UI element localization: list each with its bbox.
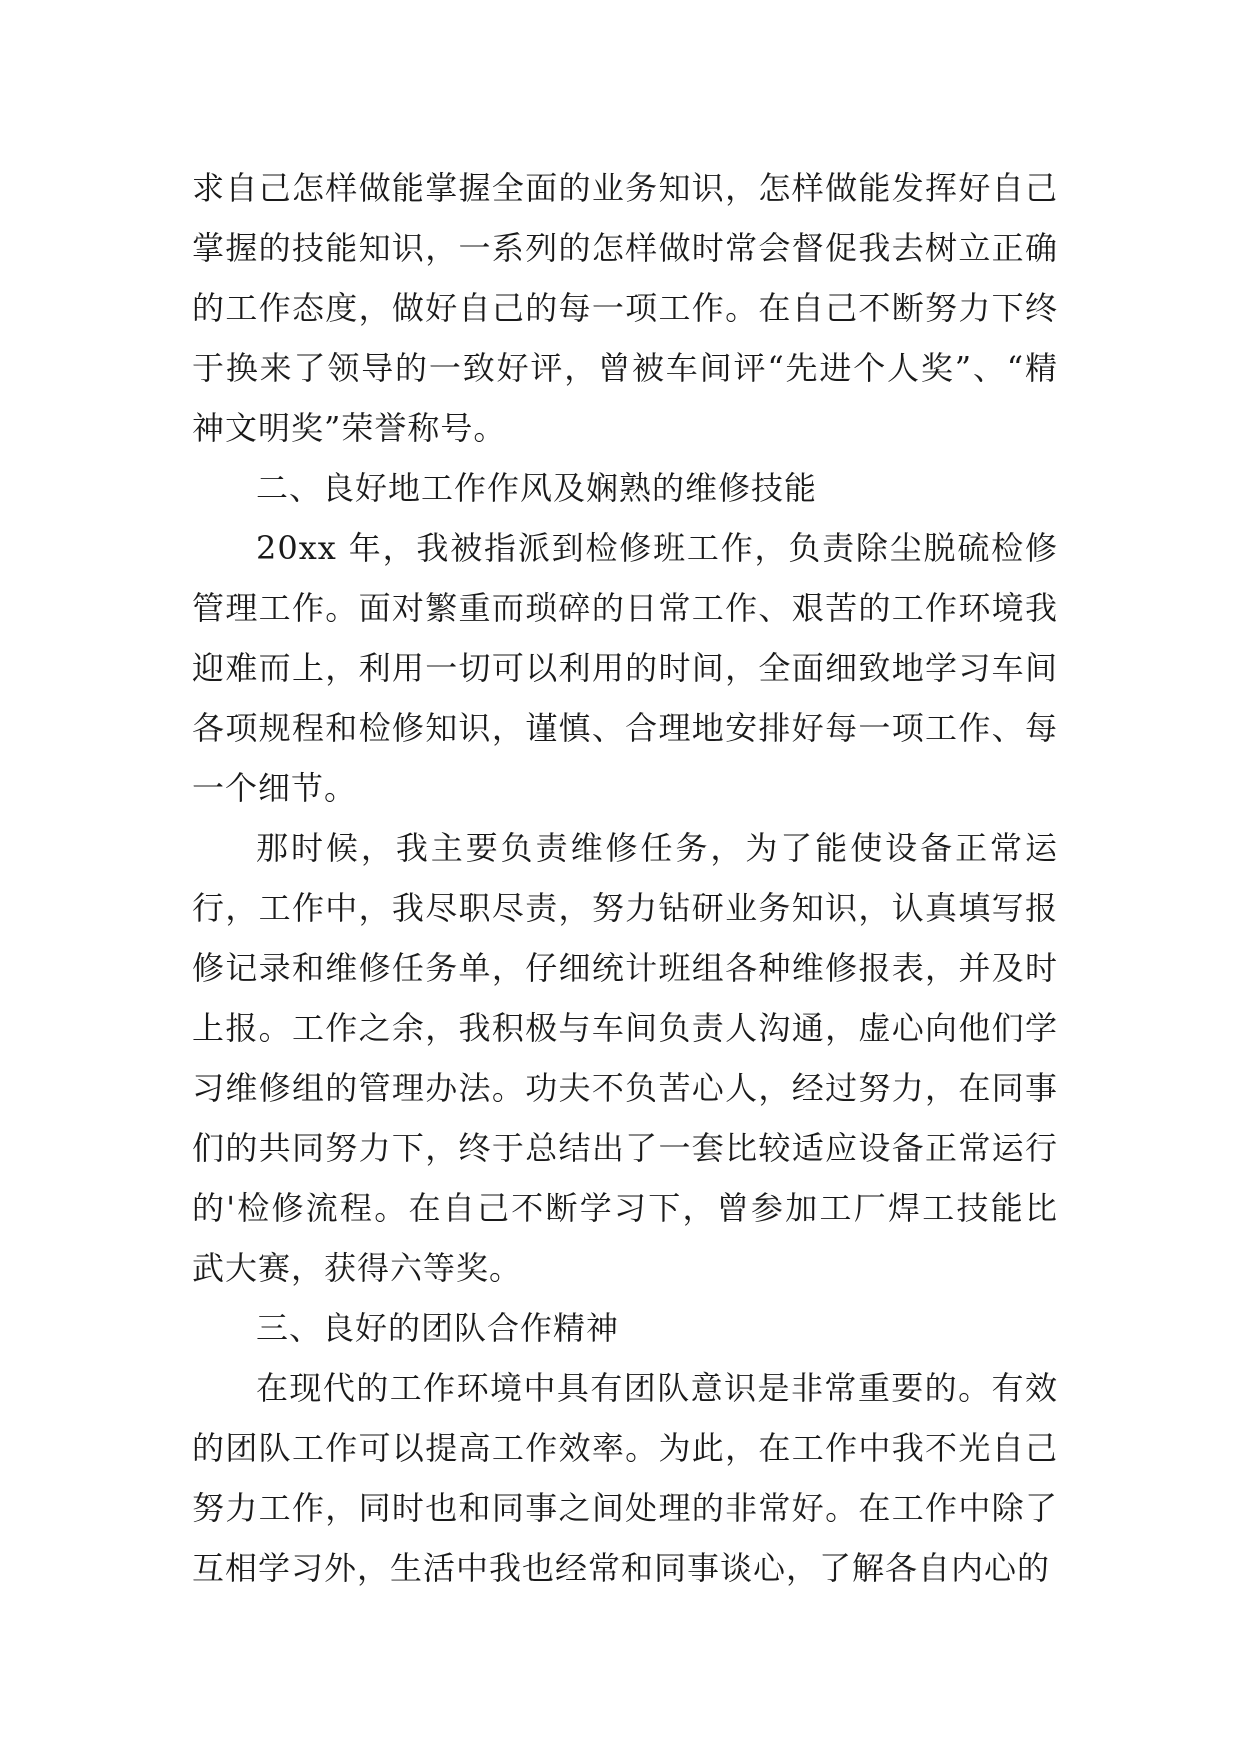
- paragraph: 20xx 年，我被指派到检修班工作，负责除尘脱硫检修管理工作。面对繁重而琐碎的日常工作、艰苦的工作环境我迎难而上，利用一切可以利用的时间，全面细致地学习车间各项规程和检修知识，谨慎、合理地安排好每一项工作、每一个细节。: [192, 529, 1058, 807]
- section-heading-3: 三、良好的团队合作精神: [256, 1309, 620, 1347]
- paragraph: 在现代的工作环境中具有团队意识是非常重要的。有效的团队工作可以提高工作效率。为此，在工作中我不光自己努力工作，同时也和同事之间处理的非常好。在工作中除了互相学习外，生活中我也经常和同事谈心，了解各自内心的: [192, 1369, 1058, 1587]
- document-body: [192, 158, 1058, 1598]
- section-heading-2: 二、良好地工作作风及娴熟的维修技能: [256, 469, 818, 507]
- paragraph: 那时候，我主要负责维修任务，为了能使设备正常运行，工作中，我尽职尽责，努力钻研业务知识，认真填写报修记录和维修任务单，仔细统计班组各种维修报表，并及时上报。工作之余，我积极与车间负责人沟通，虚心向他们学习维修组的管理办法。功夫不负苦心人，经过努力，在同事们的共同努力下，终于总结出了一套比较适应设备正常运行的'检修流程。在自己不断学习下，曾参加工厂焊工技能比武大赛，获得六等奖。: [192, 829, 1058, 1287]
- paragraph-continuation: 求自己怎样做能掌握全面的业务知识，怎样做能发挥好自己掌握的技能知识，一系列的怎样做时常会督促我去树立正确的工作态度，做好自己的每一项工作。在自己不断努力下终于换来了领导的一致好评，曾被车间评“先进个人奖”、“精神文明奖”荣誉称号。: [192, 169, 1058, 447]
